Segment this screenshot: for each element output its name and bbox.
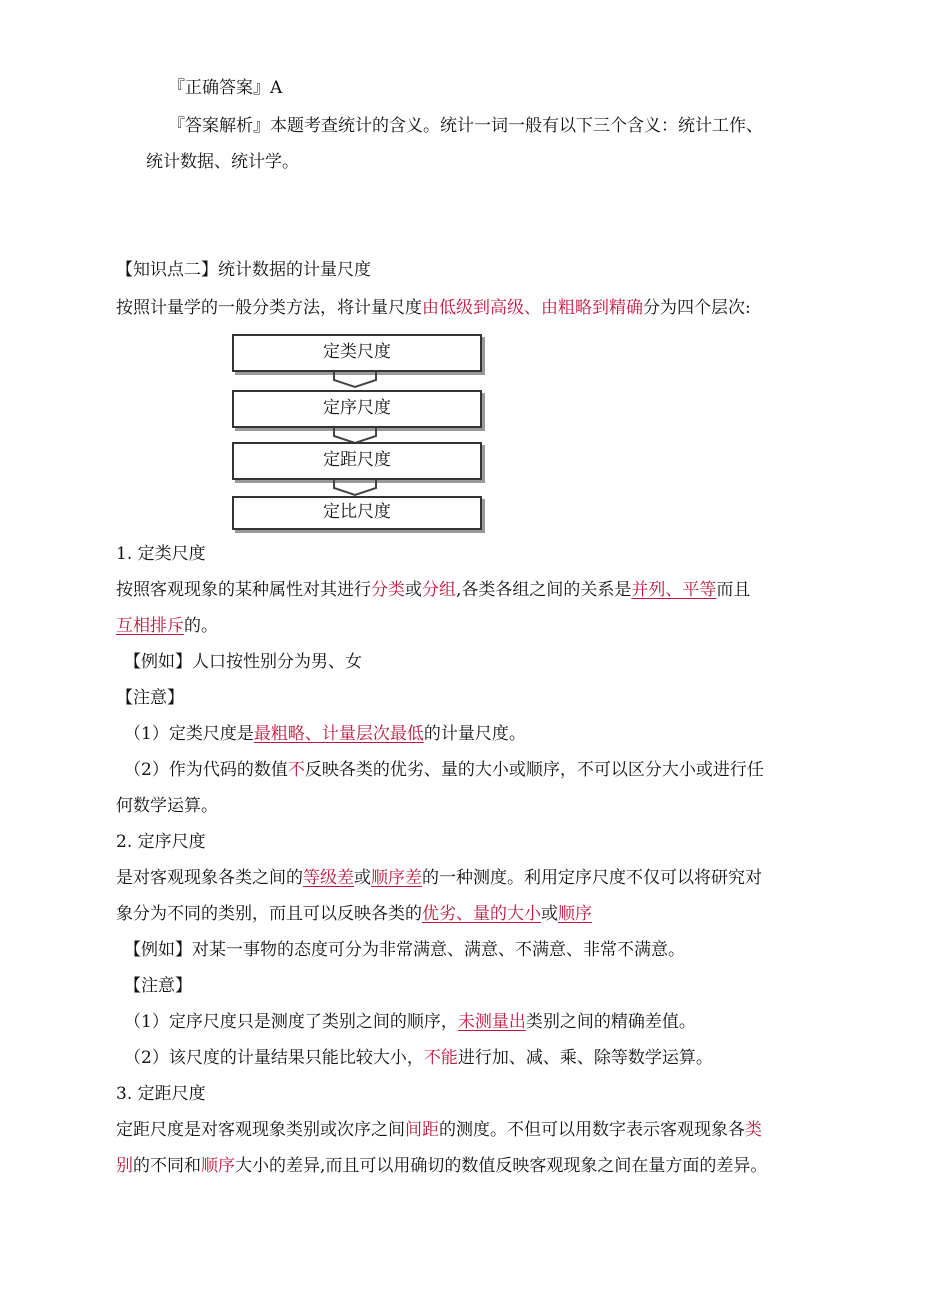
- flow-box-ratio: 定比尺度: [232, 496, 482, 530]
- highlight-underlined: 未测量出: [457, 1012, 526, 1032]
- ordinal-note-2: [124, 1046, 713, 1070]
- text: 的一种测度。利用定序尺度不仅可以将研究对: [422, 868, 762, 888]
- ordinal-example: 【例如】对某一事物的态度可分为非常满意、满意、不满意、非常不满意。: [124, 940, 685, 960]
- highlight: 间距: [405, 1120, 439, 1140]
- highlight-underlined: 并列、平等: [631, 580, 717, 600]
- text: （1）定序尺度只是测度了类别之间的顺序，: [124, 1012, 458, 1032]
- section-title: 【知识点二】统计数据的计量尺度: [116, 260, 371, 280]
- text: 象分为不同的类别，而且可以反映各类的: [116, 904, 422, 924]
- text: 进行加、减、乘、除等数学运算。: [457, 1048, 713, 1068]
- text: 按照客观现象的某种属性对其进行: [116, 580, 371, 600]
- text: 而且: [716, 580, 751, 600]
- highlight-underlined: 顺序: [558, 904, 592, 924]
- flow-box-nominal: 定类尺度: [232, 334, 482, 372]
- text: ,各类各组之间的关系是: [456, 580, 632, 600]
- text: 的。: [184, 616, 218, 636]
- text: （2）该尺度的计量结果只能比较大小，: [124, 1048, 424, 1068]
- nominal-note-2: [124, 758, 764, 782]
- highlight: 不: [287, 760, 305, 780]
- text: 反映各类的优劣、量的大小或顺序，不可以区分大小或进行任: [304, 760, 764, 780]
- nominal-note-2-cont: 何数学运算。: [116, 796, 218, 816]
- text: 大小的差异,而且可以用确切的数值反映客观现象之间在量方面的差异。: [235, 1156, 768, 1176]
- ordinal-para-line2: [116, 902, 592, 926]
- highlight: 分类: [371, 580, 405, 600]
- text: 或: [405, 580, 422, 600]
- flow-box-ordinal: 定序尺度: [232, 390, 482, 428]
- text: 的不同和: [133, 1156, 201, 1176]
- highlight: 分组: [422, 580, 456, 600]
- highlight-underlined: 互相排斥: [116, 616, 184, 636]
- nominal-heading: 1. 定类尺度: [116, 544, 206, 564]
- text: 是对客观现象各类之间的: [116, 868, 303, 888]
- section-intro: [116, 296, 751, 320]
- answer-label: 『正确答案』A: [168, 78, 283, 98]
- intro-text-end: 分为四个层次:: [643, 298, 751, 318]
- nominal-note: 【注意】: [116, 688, 184, 708]
- answer-analysis-line2: 统计数据、统计学。: [146, 152, 299, 172]
- highlight: 类: [745, 1120, 762, 1140]
- ordinal-note-1: [124, 1010, 696, 1034]
- interval-heading: 3. 定距尺度: [116, 1084, 206, 1104]
- flow-box-interval: 定距尺度: [232, 442, 482, 480]
- highlight-underlined: 最粗略、计量层次最低: [253, 724, 424, 744]
- highlight-underlined: 优劣、量的大小: [422, 904, 541, 924]
- interval-para-line2: [116, 1154, 767, 1178]
- text: （1）定类尺度是: [124, 724, 254, 744]
- text: 或: [354, 868, 371, 888]
- text: 或: [541, 904, 558, 924]
- text: 的测度。不但可以用数字表示客观现象各: [439, 1120, 745, 1140]
- intro-highlight: 由低级到高级、由粗略到精确: [422, 298, 643, 318]
- answer-analysis-line1: 『答案解析』本题考查统计的含义。统计一词一般有以下三个含义：统计工作、: [168, 116, 763, 136]
- nominal-note-1: [124, 722, 526, 746]
- ordinal-heading: 2. 定序尺度: [116, 832, 206, 852]
- intro-text: 按照计量学的一般分类方法，将计量尺度: [116, 298, 422, 318]
- highlight: 顺序: [201, 1156, 235, 1176]
- highlight: 不能: [423, 1048, 458, 1068]
- text: 类别之间的精确差值。: [525, 1012, 696, 1032]
- ordinal-note: 【注意】: [124, 976, 192, 996]
- text: 定距尺度是对客观现象类别或次序之间: [116, 1120, 405, 1140]
- interval-para-line1: [116, 1118, 762, 1142]
- highlight-underlined: 等级差: [303, 868, 354, 888]
- highlight-underlined: 顺序差: [371, 868, 422, 888]
- nominal-para-line2: [116, 614, 218, 638]
- flow-arrow-icon: [330, 370, 380, 390]
- nominal-para-line1: [116, 578, 750, 602]
- flow-arrow-icon: [330, 478, 380, 498]
- nominal-example: 【例如】人口按性别分为男、女: [124, 652, 362, 672]
- text: 的计量尺度。: [423, 724, 526, 744]
- highlight: 别: [116, 1156, 133, 1176]
- text: （2）作为代码的数值: [124, 760, 288, 780]
- ordinal-para-line1: [116, 866, 762, 890]
